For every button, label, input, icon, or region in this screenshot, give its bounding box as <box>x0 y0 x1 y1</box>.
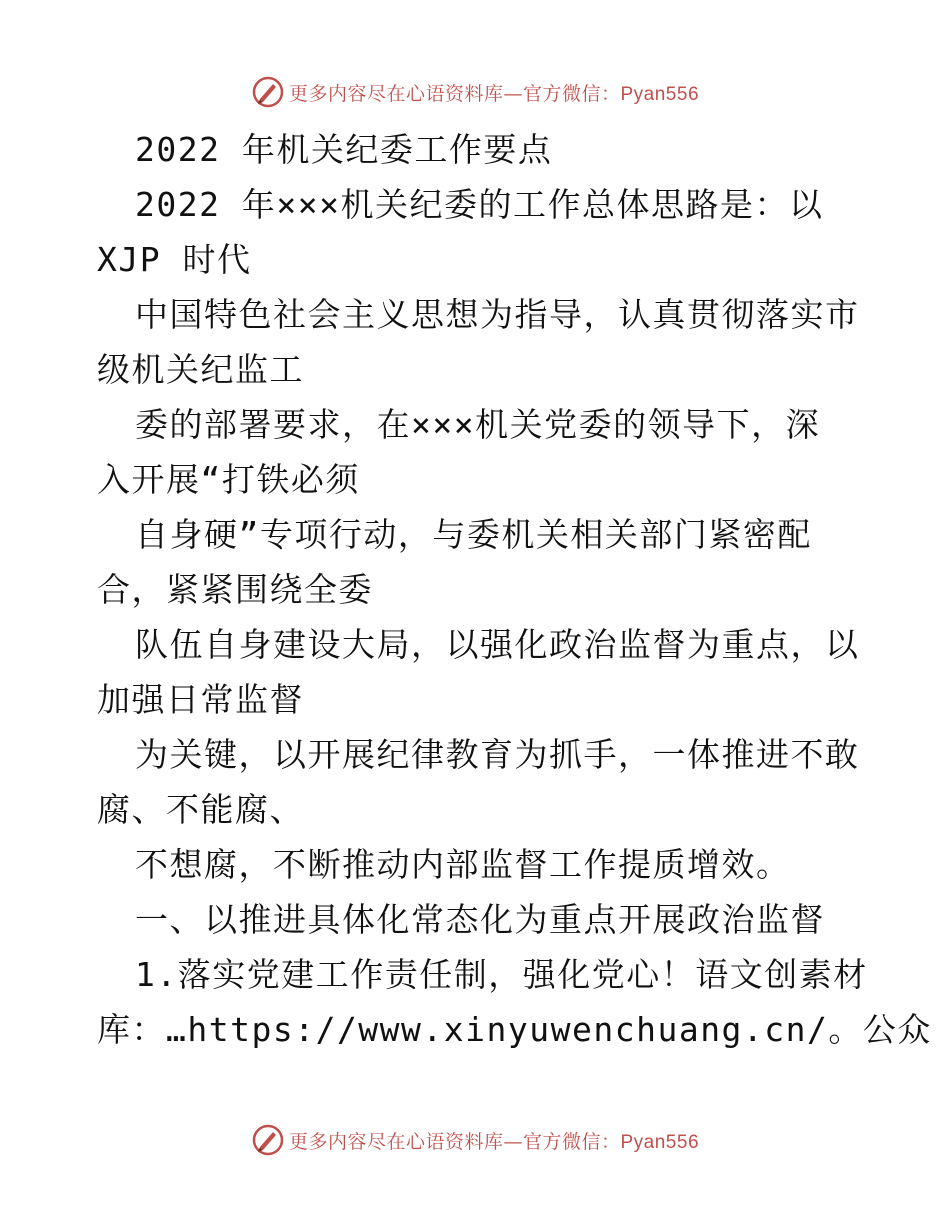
text-line: 不想腐，不断推动内部监督工作提质增效。 <box>135 845 791 884</box>
text-line: 合，紧紧围绕全委 <box>97 570 373 609</box>
document-body <box>97 122 932 1057</box>
text-line: 加强日常监督 <box>97 680 304 719</box>
text-line: 中国特色社会主义思想为指导，认真贯彻落实市 <box>135 295 860 334</box>
wechat-id: Pyan556 <box>620 83 700 105</box>
section-heading: 一、以推进具体化常态化为重点开展政治监督 <box>135 900 825 939</box>
text-line: 入开展“打铁必须 <box>97 460 360 499</box>
text-line: XJP 时代 <box>97 240 252 279</box>
pen-logo-icon <box>251 1123 285 1157</box>
text-line: 库：…https://www.xinyuwenchuang.cn/。公众 <box>97 1010 932 1049</box>
text-line: 为关键，以开展纪律教育为抓手，一体推进不敢 <box>135 735 860 774</box>
document-title: 2022 年机关纪委工作要点 <box>135 130 553 169</box>
text-line: 腐、不能腐、 <box>97 790 304 829</box>
text-line: 自身硬”专项行动，与委机关相关部门紧密配 <box>135 515 812 554</box>
wechat-id: Pyan556 <box>620 1131 700 1153</box>
text-line: 委的部署要求，在×××机关党委的领导下，深 <box>135 405 821 444</box>
text-line: 级机关纪监工 <box>97 350 304 389</box>
text-line: 2022 年×××机关纪委的工作总体思路是：以 <box>135 185 824 224</box>
text-line: 1.落实党建工作责任制，强化党心！语文创素材 <box>135 955 868 994</box>
header-banner-text: 更多内容尽在心语资料库—官方微信：Pyan556 <box>288 82 700 105</box>
pen-logo-icon <box>251 75 285 109</box>
footer-banner <box>0 1120 950 1160</box>
text-line: 队伍自身建设大局，以强化政治监督为重点，以 <box>135 625 860 664</box>
footer-banner-text: 更多内容尽在心语资料库—官方微信：Pyan556 <box>288 1130 700 1153</box>
header-banner <box>0 72 950 112</box>
